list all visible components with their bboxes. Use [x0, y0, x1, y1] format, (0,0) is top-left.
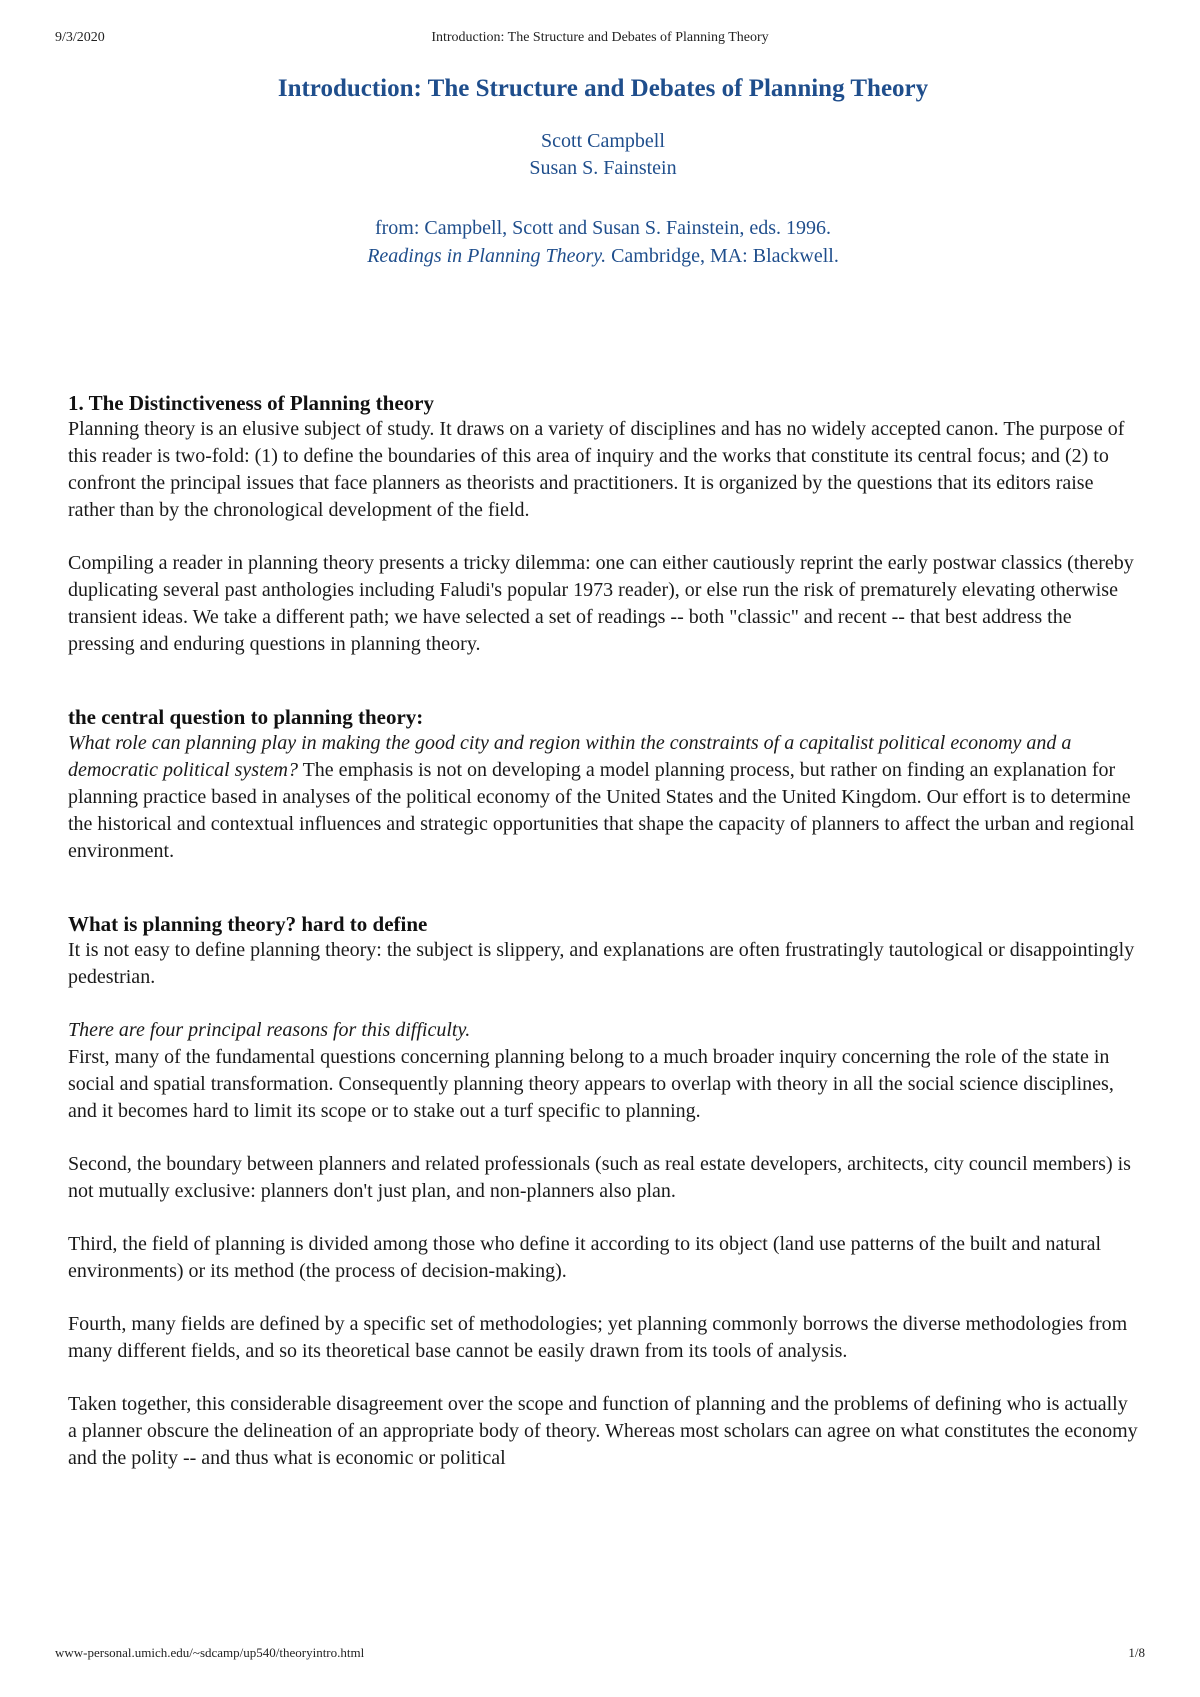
paragraph: Planning theory is an elusive subject of study. It draws on a variety of disciplines and has no widely accepted canon. The purpose of this reader is two-fold: (1) to define the boundaries of this area of inquiry and the works that constitute its central focus; and (2) to confront the principal issues that face planners as theorists and practitioners. It is organized by the questions that its editors raise rather than by the chronological development of the field.	[68, 418, 1125, 521]
author-list	[68, 128, 1138, 182]
publisher: Cambridge, MA: Blackwell.	[606, 245, 839, 267]
paragraph-text: The emphasis is not on developing a model planning process, but rather on finding an explanation for planning practice based in analyses of the political economy of the United States and the United Kingdom. Our effort is to determine the historical and contextual influences and strategic opportunities that shape the capacity of planners to affect the urban and regional environment.	[68, 759, 1135, 862]
section-heading-definition: What is planning theory? hard to define	[68, 912, 428, 936]
paragraph: Fourth, many fields are defined by a specific set of methodologies; yet planning commonly borrows the diverse methodologies from many different fields, and so its theoretical base cannot be easily drawn from its tools of analysis.	[68, 1313, 1128, 1362]
print-header	[55, 30, 1145, 50]
source-line-2	[68, 242, 1138, 270]
document-body	[68, 64, 1138, 1472]
source-citation	[68, 214, 1138, 270]
paragraph	[68, 1017, 1138, 1044]
author-name: Scott Campbell	[541, 130, 665, 152]
book-title: Readings in Planning Theory.	[367, 245, 607, 267]
source-line: from: Campbell, Scott and Susan S. Fainstein, eds. 1996.	[374, 217, 832, 239]
print-footer	[55, 1645, 1145, 1665]
central-question: What role can planning play in making the good city and region within the constraints of a capitalist political economy and a democratic political system?	[68, 732, 1072, 781]
paragraph: First, many of the fundamental questions concerning planning belong to a much broader inquiry concerning the role of the state in social and spatial transformation. Consequently planning theory appears to overlap with theory in all the social science disciplines, and it becomes hard to limit its scope or to stake out a turf specific to planning.	[68, 1046, 1114, 1122]
section-heading-distinctiveness: 1. The Distinctiveness of Planning theory	[68, 391, 434, 415]
reasons-intro: There are four principal reasons for this difficulty.	[68, 1019, 471, 1041]
paragraph: Compiling a reader in planning theory presents a tricky dilemma: one can either cautiously reprint the early postwar classics (thereby duplicating several past anthologies including Faludi's popular 1973 reader), or else run the risk of prematurely elevating otherwise transient ideas. We take a different path; we have selected a set of readings -- both "classic" and recent -- that best address the pressing and enduring questions in planning theory.	[68, 552, 1134, 655]
section-heading-central-question: the central question to planning theory:	[68, 705, 424, 729]
paragraph: It is not easy to define planning theory: the subject is slippery, and explanations are often frustratingly tautological or disappointingly pedestrian.	[68, 939, 1135, 988]
paragraph: Third, the field of planning is divided among those who define it according to its object (land use patterns of the built and natural environments) or its method (the process of decision-making).	[68, 1233, 1102, 1282]
page-url: www-personal.umich.edu/~sdcamp/up540/theoryintro.html	[55, 1645, 365, 1660]
print-page-title: Introduction: The Structure and Debates of Planning Theory	[431, 30, 769, 45]
page-number: 1/8	[1128, 1645, 1145, 1660]
paragraph: Taken together, this considerable disagreement over the scope and function of planning and the problems of defining who is actually a planner obscure the delineation of an appropriate body of theory. Whereas most scholars can agree on what constitutes the economy and the polity -- and thus what is economic or political	[68, 1393, 1138, 1469]
paragraph	[68, 730, 1138, 865]
document-title: Introduction: The Structure and Debates of Planning Theory	[277, 75, 929, 102]
print-date: 9/3/2020	[55, 30, 105, 45]
author-name: Susan S. Fainstein	[529, 157, 677, 179]
paragraph: Second, the boundary between planners and related professionals (such as real estate developers, architects, city council members) is not mutually exclusive: planners don't just plan, and non-planners also plan.	[68, 1153, 1131, 1202]
